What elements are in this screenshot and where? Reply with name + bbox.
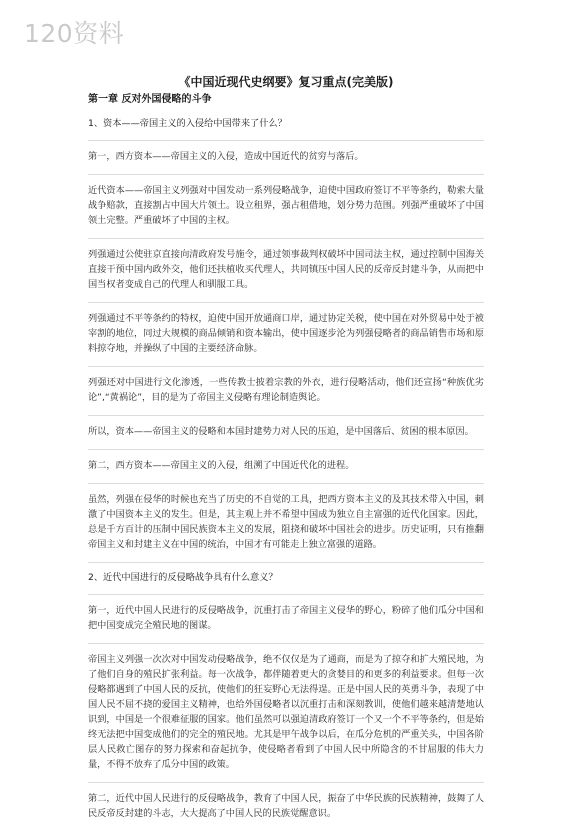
paragraph: 第二，近代中国人民进行的反侵略战争，教育了中国人民，振奋了中华民族的民族精神，鼓舞了人民反帝反封建的斗志，大大提高了中国人民的民族觉醒意识。 [88,793,484,819]
divider [88,643,484,644]
paragraph: 所以，资本——帝国主义的侵略和本国封建势力对人民的压迫，是中国落后、贫困的根本原因。 [88,426,474,437]
paragraph: 第一，西方资本——帝国主义的入侵，造成中国近代的贫穷与落后。 [88,151,364,162]
divider [88,562,484,563]
paragraph: 列强通过公使驻京直接向清政府发号施令，通过领事裁判权破坏中国司法主权，通过控制中国海关直接干预中国内政外交，他们还扶植收买代理人，共同镇压中国人民的反帝反封建斗争，从而把中国当权者变成自己的代理人和驯服工具。 [88,249,484,290]
question-heading: 1、资本——帝国主义的入侵给中国带来了什么？ [88,118,287,129]
paragraph: 列强还对中国进行文化渗透，一些传教士披着宗教的外衣，进行侵略活动，他们还宣扬“种族优劣论”,“黄祸论”，目的是为了帝国主义侵略有理论制造舆论。 [88,377,484,403]
divider [88,302,484,303]
divider [88,782,484,783]
question-heading: 2、近代中国进行的反侵略战争具有什么意义？ [88,572,278,583]
divider [88,366,484,367]
paragraph: 第二，西方资本——帝国主义的入侵，组溯了中国近代化的进程。 [88,460,355,471]
paragraph: 虽然，列强在侵华的时候也充当了历史的不自觉的工具，把西方资本主义的及其技术带入中国，刺激了中国资本主义的发生。但是，其主观上并不希望中国成为独立自主富强的近代化国家。因此，总是千方百计的压制中国民族资本主义的发展，阻挠和破坏中国社会的进步。历史证明，只有推翻帝国主义和封建主义在中国的统治，中国才有可能走上独立富强的道路。 [88,494,484,550]
chapter-heading: 第一章 反对外国侵略的斗争 [88,94,212,105]
paragraph: 列强通过不平等条约的特权，迫使中国开放通商口岸，通过协定关税，使中国在对外贸易中处于被宰割的地位，同过大规模的商品倾销和资本输出，使中国逐步沦为列强侵略者的商品销售市场和原料掠夺地，并操纵了中国的主要经济命脉。 [88,313,484,354]
divider [88,238,484,239]
document-title: 《中国近现代史纲要》复习重点(完美版) [178,75,394,89]
divider [88,449,484,450]
divider [88,594,484,595]
divider [88,140,484,141]
divider [88,174,484,175]
paragraph: 近代资本——帝国主义列强对中国发动一系列侵略战争，迫使中国政府签订不平等条约，勒索大量战争赔款，直接割占中国大片领土。设立租界，强占租借地，划分势力范围。列强严重破坏了中国领土完整。严重破坏了中国的主权。 [88,185,484,226]
paragraph: 第一，近代中国人民进行的反侵略战争，沉重打击了帝国主义侵华的野心，粉碎了他们瓜分中国和把中国变成完全殖民地的图谋。 [88,605,484,631]
watermark-logo: 120资料 [24,19,125,48]
paragraph: 帝国主义列强一次次对中国发动侵略战争，绝不仅仅是为了通商，而是为了掠夺和扩大殖民地，为了他们自身的殖民扩张利益。每一次战争，都伴随着更大的贪婪目的和更多的利益要求。但每一次侵略都遇到了中国人民的反抗，使他们的狂妄野心无法得逞。正是中国人民的英勇斗争，表现了中国人民不屈不挠的爱国主义精神，也给外国侵略者以沉重打击和深刻教训，使他们越来越清楚地认识到，中国是一个很难征服的国家。他们虽然可以强迫清政府签订一个又一个不平等条约，但是始终无法把中国变成他们的完全的殖民地。尤其是甲午战争以后，在瓜分危机的严重关头，中国各阶层人民救亡图存的努力探索和奋起抗争，使侵略者看到了中国人民中所隐含的不甘屈服的伟大力量，不得不放弃了瓜分中国的政策。 [88,654,484,770]
divider [88,415,484,416]
document-body [88,74,484,831]
divider [88,483,484,484]
